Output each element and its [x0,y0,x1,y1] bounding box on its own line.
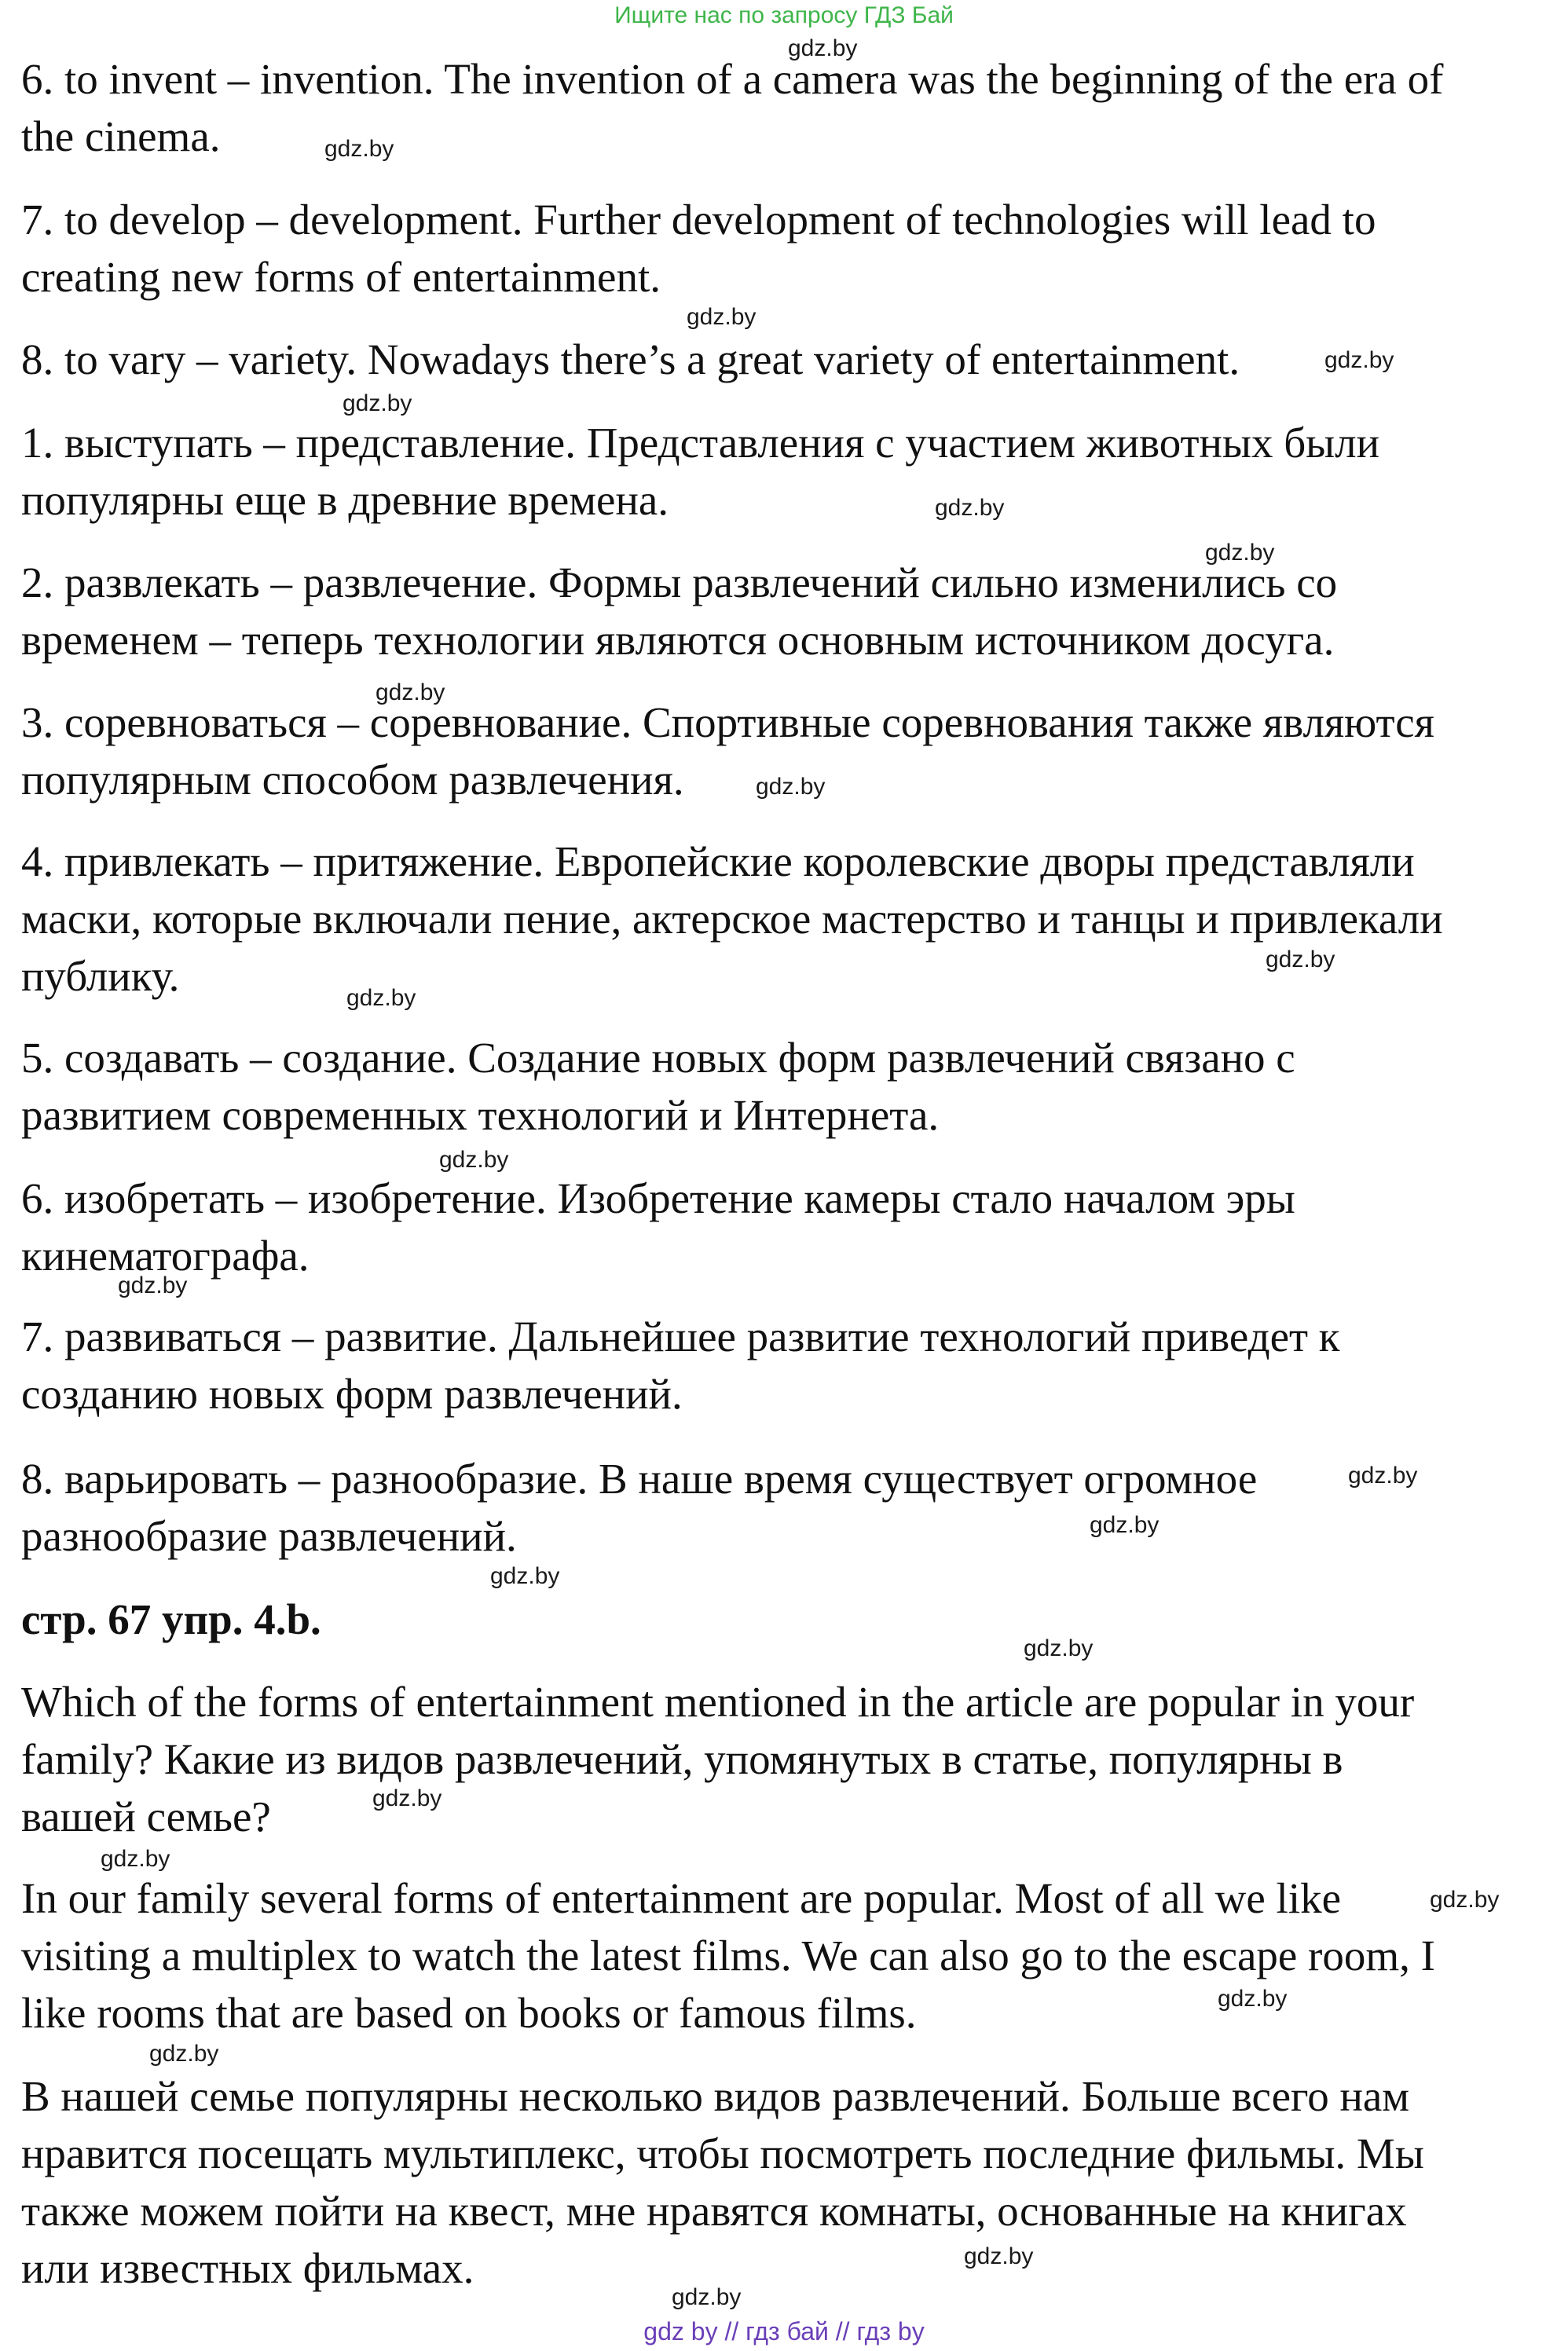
watermark: gdz.by [324,136,394,162]
text-line: 6. изобретать – изобретение. Изобретение камеры стало началом эры [21,1174,1295,1222]
question [21,1673,1553,1845]
text-line: 5. создавать – создание. Создание новых форм развлечений связано с [21,1034,1295,1082]
watermark: gdz.by [672,2284,742,2310]
text-line: популярны еще в древние времена. [21,476,669,524]
text-line: 7. to develop – development. Further development of technologies will lead to [21,196,1376,244]
answer-ru-7 [21,1308,1553,1423]
watermark: gdz.by [788,35,858,61]
text-line: 8. варьировать – разнообразие. В наше время существует огромное [21,1455,1258,1503]
text-line: 1. выступать – представление. Представления с участием животных были [21,419,1380,467]
watermark: gdz.by [1266,947,1335,972]
watermark: gdz.by [1205,540,1275,566]
watermark: gdz.by [372,1785,442,1811]
text-line: стр. 67 упр. 4.b. [21,1595,321,1643]
text-line: 2. развлекать – развлечение. Формы развлечений сильно изменились со [21,558,1338,606]
answer-en-8 [21,331,1553,388]
watermark: gdz.by [101,1846,170,1872]
search-banner: Ищите нас по запросу ГДЗ Бай [614,2,954,28]
watermark: gdz.by [118,1273,188,1298]
text-line: like rooms that are based on books or famous films. [21,1989,917,2037]
text-line: 7. развиваться – развитие. Дальнейшее развитие технологий приведет к [21,1313,1340,1360]
watermark: gdz.by [1218,1986,1288,2012]
watermark: gdz.by [1430,1887,1500,1913]
text-line: In our family several forms of entertainment are popular. Most of all we like [21,1874,1342,1922]
text-line: 8. to vary – variety. Nowadays there’s a great variety of entertainment. [21,335,1240,383]
text-line: 3. соревноваться – соревнование. Спортивные соревнования также являются [21,698,1434,746]
text-line: или известных фильмах. [21,2244,474,2292]
answer-ru-2 [21,554,1553,668]
text-line: the cinema. [21,112,221,160]
text-line: В нашей семье популярны несколько видов развлечений. Больше всего нам [21,2072,1410,2120]
text-line: разнообразие развлечений. [21,1512,517,1560]
answer-ru-5 [21,1029,1553,1144]
text-line: Which of the forms of entertainment mentioned in the article are popular in your [21,1678,1415,1726]
exercise-heading [21,1591,1553,1648]
text-line: публику. [21,952,180,1000]
watermark: gdz.by [490,1563,560,1589]
text-line: временем – теперь технологии являются основным источником досуга. [21,616,1335,664]
text-line: 6. to invent – invention. The invention of a camera was the beginning of the era of [21,55,1444,103]
answer-ru-4 [21,833,1553,1005]
watermark: gdz.by [343,390,412,416]
watermark: gdz.by [687,304,757,330]
answer-ru-6 [21,1170,1553,1284]
answer-ru [21,2067,1553,2297]
watermark: gdz.by [1324,347,1394,373]
text-line: family? Какие из видов развлечений, упомянутых в статье, популярны в [21,1735,1343,1783]
text-line: популярным способом развлечения. [21,756,684,804]
text-line: creating new forms of entertainment. [21,253,661,301]
watermark: gdz.by [149,2041,219,2067]
text-line: созданию новых форм развлечений. [21,1370,683,1418]
text-line: развитием современных технологий и Интернета. [21,1091,940,1139]
text-line: нравится посещать мультиплекс, чтобы посмотреть последние фильмы. Мы [21,2129,1424,2177]
answer-ru-8 [21,1450,1553,1565]
answer-en [21,1869,1553,2042]
text-line: 4. привлекать – притяжение. Европейские королевские дворы представляли [21,837,1415,885]
watermark: gdz.by [1024,1635,1094,1661]
watermark: gdz.by [756,774,826,800]
text-line: вашей семье? [21,1793,271,1840]
watermark: gdz.by [1090,1512,1160,1538]
answer-en-7 [21,191,1553,306]
text-line: visiting a multiplex to watch the latest films. We can also go to the escape room, I [21,1932,1435,1979]
watermark: gdz.by [1348,1463,1418,1489]
footer-watermark: gdz by // гдз бай // гдз by [643,2317,925,2346]
watermark: gdz.by [346,985,416,1011]
answer-ru-1 [21,414,1553,529]
watermark: gdz.by [935,495,1005,521]
watermark: gdz.by [376,679,445,705]
text-line: кинематографа. [21,1232,310,1280]
watermark: gdz.by [439,1147,509,1173]
answer-en-6 [21,50,1553,165]
watermark: gdz.by [964,2243,1034,2269]
text-line: маски, которые включали пение, актерское мастерство и танцы и привлекали [21,895,1443,943]
text-line: также можем пойти на квест, мне нравятся комнаты, основанные на книгах [21,2187,1407,2235]
